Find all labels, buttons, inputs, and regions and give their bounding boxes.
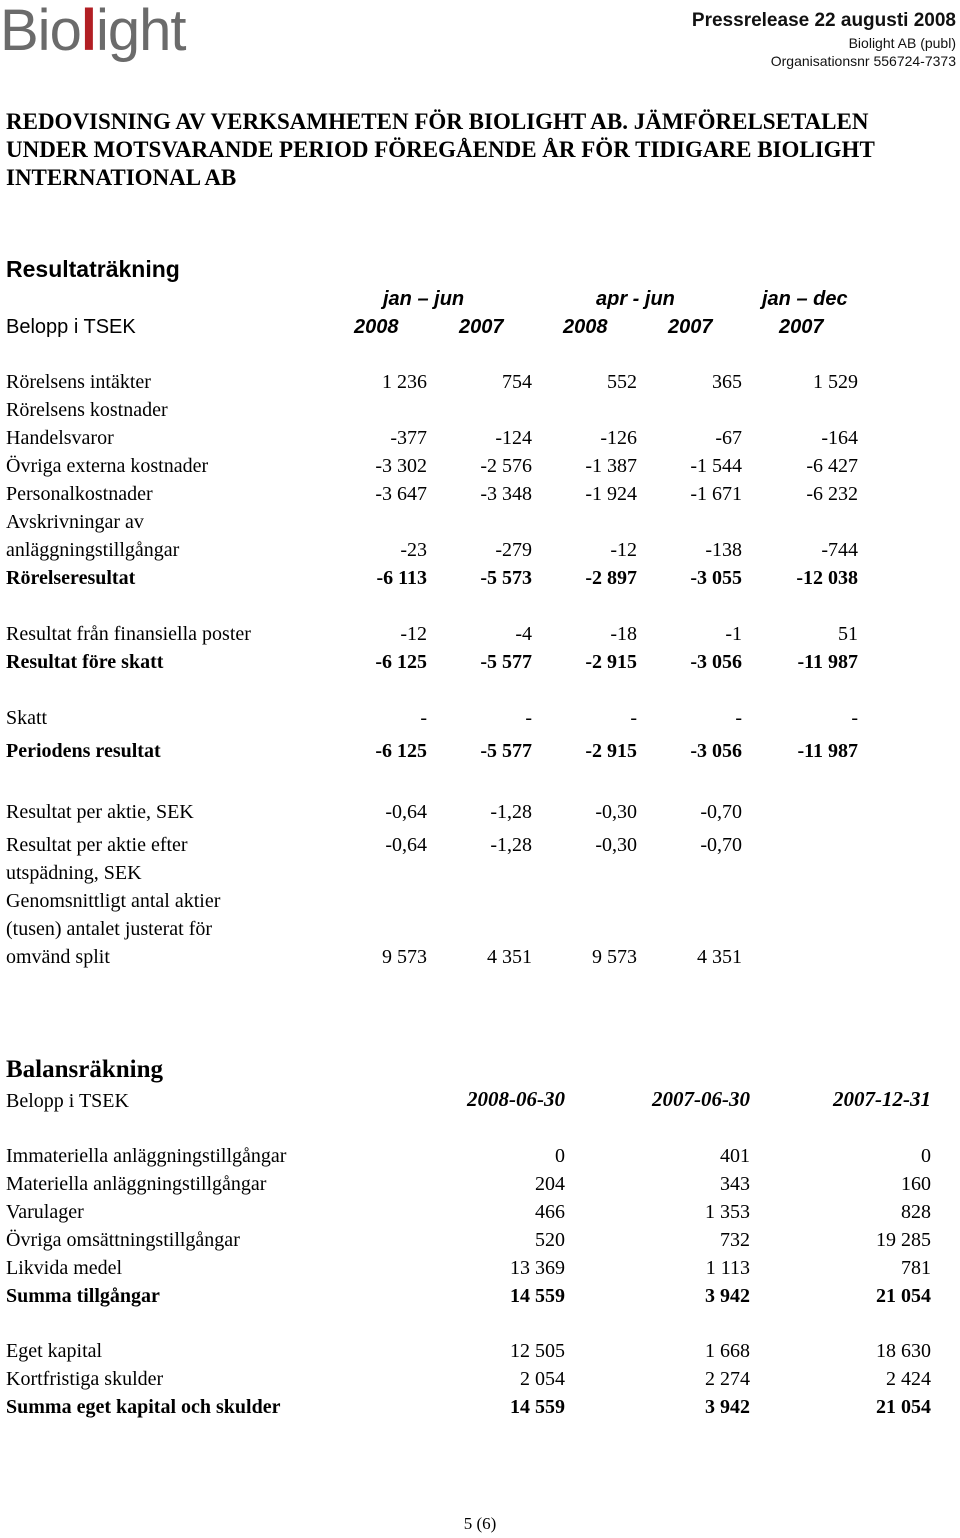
date-col-2: 2007-06-30 [652,1087,750,1111]
cell: -12 [610,539,637,561]
balance-row-total [0,1393,960,1421]
cell: -5 577 [480,651,532,673]
cell: -5 573 [480,567,532,589]
cell: -124 [495,427,532,449]
cell: 552 [607,371,637,393]
cell: -0,64 [385,834,427,856]
cell: -0,70 [700,834,742,856]
cell: 466 [535,1201,565,1223]
income-row-total [0,737,960,765]
cell: 2 274 [705,1368,750,1390]
cell: -3 056 [690,740,742,762]
cell: -0,30 [595,834,637,856]
cell: -3 348 [480,483,532,505]
year-col-1: 2008 [354,316,399,338]
period-group-2: apr - jun [596,288,675,310]
cell: 343 [720,1173,750,1195]
row-label: Summa tillgångar [6,1285,160,1307]
row-label: Rörelseresultat [6,567,136,589]
logo-text-prefix: Bio [0,0,81,63]
balance-row [0,1254,960,1282]
balance-row [0,1365,960,1393]
cell: -6 125 [375,740,427,762]
row-label: Kortfristiga skulder [6,1368,164,1390]
cell: -2 576 [480,455,532,477]
cell: 19 285 [876,1229,931,1251]
page-number: 5 (6) [463,1514,497,1533]
cell: -1 671 [690,483,742,505]
income-heading: Resultaträkning [6,256,180,282]
cell: -2 897 [585,567,637,589]
income-row [0,424,960,452]
cell: 9 573 [382,946,427,968]
income-row-total [0,564,960,592]
cell: 828 [901,1201,931,1223]
cell: -3 302 [375,455,427,477]
cell: -138 [705,539,742,561]
year-col-2: 2007 [459,316,504,338]
row-label: Resultat från finansiella poster [6,623,251,645]
biolight-logo [0,0,186,63]
cell: 160 [901,1173,931,1195]
row-label: Likvida medel [6,1257,123,1279]
period-group-1: jan – jun [383,288,465,310]
income-row [0,508,960,536]
cell: -744 [821,539,858,561]
cell: 754 [502,371,532,393]
cell: 9 573 [592,946,637,968]
cell: 14 559 [510,1396,565,1418]
balance-currency-label: Belopp i TSEK [6,1090,129,1112]
cell: 1 668 [705,1340,750,1362]
org-number: Organisationsnr 556724-7373 [770,53,956,69]
cell: -2 915 [585,651,637,673]
row-label: Periodens resultat [6,740,161,762]
balance-row [0,1170,960,1198]
row-label: Materiella anläggningstillgångar [6,1173,267,1195]
cell: 3 942 [705,1396,750,1418]
income-row [0,452,960,480]
cell: -1 544 [690,455,742,477]
row-label: Övriga omsättningstillgångar [6,1229,240,1251]
cell: -6 427 [806,455,858,477]
row-label: Övriga externa kostnader [6,455,209,477]
cell: -3 056 [690,651,742,673]
cell: -11 987 [797,740,858,762]
cell: - [420,707,427,729]
balance-row [0,1226,960,1254]
row-label: Rörelsens kostnader [6,399,168,421]
cell: -6 232 [806,483,858,505]
income-row [0,396,960,424]
row-label-avg-shares: Genomsnittligt antal aktier (tusen) antalet justerat för omvänd split [6,890,221,968]
cell: -377 [390,427,427,449]
row-label: anläggningstillgångar [6,539,180,561]
cell: -3 055 [690,567,742,589]
cell: 21 054 [876,1396,931,1418]
cell: 4 351 [487,946,532,968]
cell: 13 369 [510,1257,565,1279]
row-label: Immateriella anläggningstillgångar [6,1145,287,1167]
cell: -5 577 [480,740,532,762]
row-label: Handelsvaror [6,427,114,449]
logo-mark: l [80,0,96,63]
cell: -1,28 [490,801,532,823]
year-col-4: 2007 [668,316,713,338]
income-row [0,943,960,971]
income-row [0,831,960,859]
cell: -0,64 [385,801,427,823]
cell: 1 236 [382,371,427,393]
cell: - [851,707,858,729]
cell: -0,70 [700,801,742,823]
cell: -67 [715,427,742,449]
cell: -1 924 [585,483,637,505]
income-row [0,704,960,732]
row-label: Summa eget kapital och skulder [6,1396,281,1418]
income-row [0,620,960,648]
year-col-3: 2008 [563,316,608,338]
income-row [0,536,960,564]
date-col-3: 2007-12-31 [833,1087,931,1111]
income-currency-label: Belopp i TSEK [6,316,136,338]
cell: -1 [725,623,742,645]
cell: -12 038 [796,567,858,589]
cell: -6 125 [375,651,427,673]
row-label: Resultat före skatt [6,651,164,673]
cell: 401 [720,1145,750,1167]
balance-heading: Balansräkning [6,1056,164,1083]
cell: -1,28 [490,834,532,856]
company-name: Biolight AB (publ) [848,35,956,51]
cell: -23 [400,539,427,561]
cell: - [630,707,637,729]
cell: 1 353 [705,1201,750,1223]
cell: 2 424 [886,1368,931,1390]
row-label: Avskrivningar av [6,511,144,533]
cell: -126 [600,427,637,449]
cell: -6 113 [376,567,427,589]
row-label: Resultat per aktie, SEK [6,801,194,823]
cell: -4 [515,623,532,645]
income-row [0,368,960,396]
cell: -12 [400,623,427,645]
document-title: REDOVISNING AV VERKSAMHETEN FÖR BIOLIGHT AB. JÄMFÖRELSETALEN UNDER MOTSVARANDE PERIOD FÖREGÅENDE ÅR FÖR TIDIGARE BIOLIGHT INTERNATIONAL AB [6,109,875,190]
cell: 0 [555,1145,565,1167]
row-label: Rörelsens intäkter [6,371,151,393]
balance-row [0,1198,960,1226]
cell: 1 529 [813,371,858,393]
cell: 1 113 [705,1257,750,1279]
cell: 18 630 [876,1340,931,1362]
cell: 51 [838,623,858,645]
press-release-date: Pressrelease 22 augusti 2008 [691,10,956,31]
cell: 0 [921,1145,931,1167]
logo-text-suffix: ight [95,0,186,63]
income-row-total [0,648,960,676]
year-col-5: 2007 [779,316,824,338]
cell: 21 054 [876,1285,931,1307]
period-group-3: jan – dec [762,288,848,310]
cell: - [735,707,742,729]
balance-row [0,1337,960,1365]
income-row [0,480,960,508]
cell: 520 [535,1229,565,1251]
cell: 365 [712,371,742,393]
row-label: Skatt [6,707,48,729]
cell: 12 505 [510,1340,565,1362]
cell: -164 [821,427,858,449]
row-label: Varulager [6,1201,84,1223]
cell: -18 [610,623,637,645]
cell: -0,30 [595,801,637,823]
cell: -1 387 [585,455,637,477]
income-row [0,798,960,826]
cell: - [525,707,532,729]
cell: 204 [535,1173,565,1195]
cell: 732 [720,1229,750,1251]
cell: 14 559 [510,1285,565,1307]
date-col-1: 2008-06-30 [467,1087,565,1111]
row-label-eps-diluted: Resultat per aktie efter utspädning, SEK [6,834,188,884]
row-label: Eget kapital [6,1340,103,1362]
balance-row [0,1142,960,1170]
balance-row-total [0,1282,960,1310]
row-label: Personalkostnader [6,483,153,505]
cell: -3 647 [375,483,427,505]
cell: 4 351 [697,946,742,968]
cell: -279 [495,539,532,561]
cell: -11 987 [797,651,858,673]
cell: 3 942 [705,1285,750,1307]
cell: 2 054 [520,1368,565,1390]
cell: 781 [901,1257,931,1279]
cell: -2 915 [585,740,637,762]
